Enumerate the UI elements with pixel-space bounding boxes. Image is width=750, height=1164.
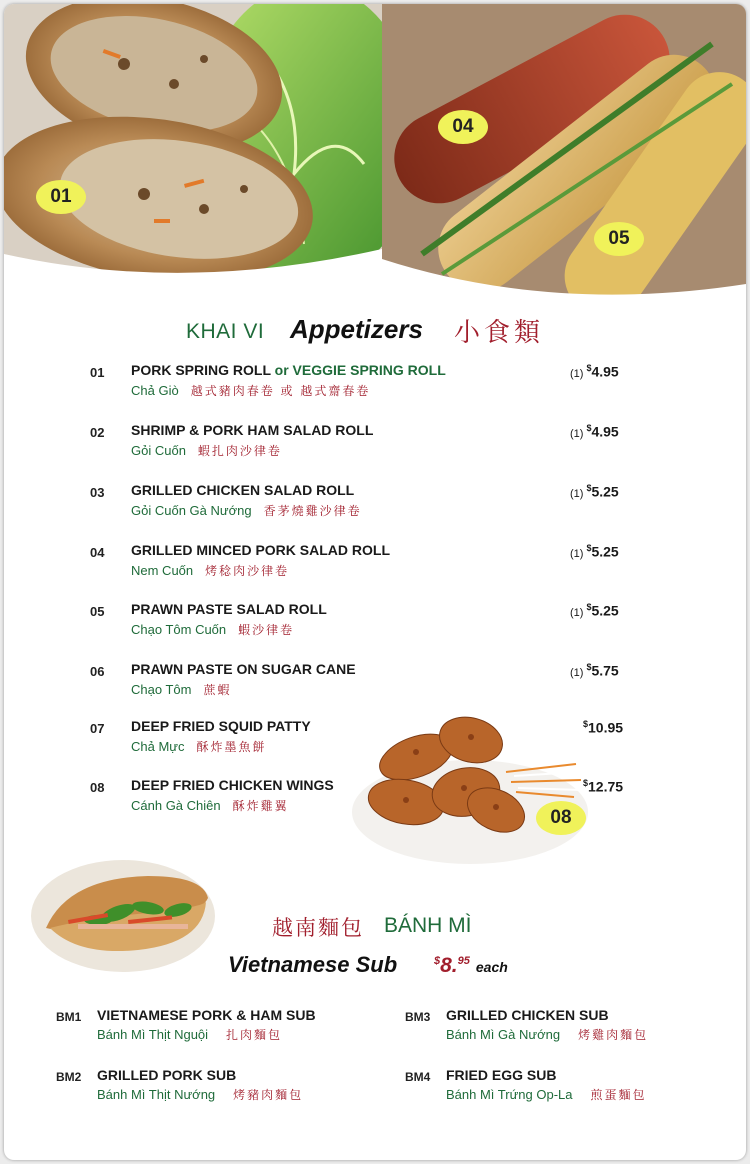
- item-number: 07: [90, 721, 105, 736]
- banh-mi-item-bm3: [405, 1007, 735, 1049]
- item-name: GRILLED MINCED PORK SALAD ROLL: [131, 542, 390, 558]
- heading-vietnamese: KHAI VI: [186, 320, 265, 343]
- item-name: PORK SPRING ROLL or VEGGIE SPRING ROLL: [131, 362, 446, 378]
- banh-mi-photo: [28, 858, 218, 974]
- appetizers-heading: [4, 310, 746, 354]
- item-price: (1) $5.75: [570, 662, 619, 679]
- item-number: 08: [90, 780, 105, 795]
- item-subtitle: Chả Giò 越式豬肉春卷 或 越式齋春卷: [131, 383, 371, 398]
- menu-item-01: [4, 362, 746, 406]
- item-subtitle: Chả Mực 酥炸墨魚餅: [131, 739, 267, 754]
- item-number: 02: [90, 425, 105, 440]
- item-name: PRAWN PASTE ON SUGAR CANE: [131, 661, 356, 677]
- menu-item-08: [4, 777, 746, 821]
- item-subtitle: Cánh Gà Chiên 酥炸雞翼: [131, 798, 289, 813]
- item-subtitle: Gỏi Cuốn 蝦扎肉沙律卷: [131, 443, 282, 458]
- item-number: BM3: [405, 1010, 431, 1024]
- item-price: (1) $5.25: [570, 602, 619, 619]
- item-number: 05: [90, 604, 105, 619]
- item-number: BM2: [56, 1070, 82, 1084]
- heading-chinese: 小食類: [454, 318, 545, 348]
- item-name: GRILLED CHICKEN SALAD ROLL: [131, 482, 355, 498]
- menu-item-06: [4, 661, 746, 705]
- banh-mi-item-bm1: [56, 1007, 386, 1049]
- vietnamese-sub-title: Vietnamese Sub: [228, 952, 398, 977]
- menu-item-07: [4, 718, 746, 762]
- item-price: $12.75: [583, 778, 624, 795]
- item-number: BM4: [405, 1070, 431, 1084]
- menu-item-04: [4, 542, 746, 586]
- item-price: (1) $4.95: [570, 363, 619, 380]
- item-subtitle: Bánh Mì Thịt Nguội 扎肉麵包: [97, 1027, 283, 1042]
- item-badge-05: 05: [594, 222, 644, 256]
- item-name: GRILLED CHICKEN SUB: [446, 1007, 609, 1023]
- heading-english: Appetizers: [290, 314, 423, 344]
- banh-mi-vietnamese: BÁNH MÌ: [384, 914, 472, 937]
- item-name: FRIED EGG SUB: [446, 1067, 557, 1083]
- banh-mi-chinese: 越南麵包: [272, 916, 364, 940]
- item-subtitle: Bánh Mì Trứng Op-La 煎蛋麵包: [446, 1087, 647, 1102]
- item-number: 01: [90, 365, 105, 380]
- menu-page: [4, 4, 746, 1160]
- item-badge-04: 04: [438, 110, 488, 144]
- banh-mi-item-bm2: [56, 1067, 386, 1109]
- spring-roll-photo: [4, 4, 382, 279]
- item-subtitle: Gỏi Cuốn Gà Nướng 香茅燒雞沙律卷: [131, 503, 362, 518]
- item-badge-01: 01: [36, 180, 86, 214]
- item-name: DEEP FRIED CHICKEN WINGS: [131, 777, 334, 793]
- menu-item-02: [4, 422, 746, 466]
- item-number: 06: [90, 664, 105, 679]
- item-price: $10.95: [583, 719, 624, 736]
- menu-item-03: [4, 482, 746, 526]
- banh-mi-item-bm4: [405, 1067, 735, 1109]
- item-name: VIETNAMESE PORK & HAM SUB: [97, 1007, 316, 1023]
- item-number: BM1: [56, 1010, 82, 1024]
- menu-item-05: [4, 601, 746, 645]
- salad-roll-photo: [382, 4, 746, 304]
- vietnamese-sub-price: $8.95 each: [434, 954, 508, 977]
- item-number: 04: [90, 545, 105, 560]
- item-price: (1) $4.95: [570, 423, 619, 440]
- item-subtitle: Bánh Mì Thịt Nướng 烤豬肉麵包: [97, 1087, 304, 1102]
- item-subtitle: Chạo Tôm Cuốn 蝦沙律卷: [131, 622, 295, 637]
- item-name: SHRIMP & PORK HAM SALAD ROLL: [131, 422, 374, 438]
- item-price: (1) $5.25: [570, 483, 619, 500]
- item-subtitle: Nem Cuốn 烤稔肉沙律卷: [131, 563, 290, 578]
- item-name: DEEP FRIED SQUID PATTY: [131, 718, 311, 734]
- item-badge-08: 08: [536, 801, 586, 835]
- item-price: (1) $5.25: [570, 543, 619, 560]
- item-name: GRILLED PORK SUB: [97, 1067, 237, 1083]
- item-subtitle: Bánh Mì Gà Nướng 烤雞肉麵包: [446, 1027, 649, 1042]
- item-name: PRAWN PASTE SALAD ROLL: [131, 601, 327, 617]
- item-subtitle: Chạo Tôm 蔗蝦: [131, 682, 232, 697]
- item-number: 03: [90, 485, 105, 500]
